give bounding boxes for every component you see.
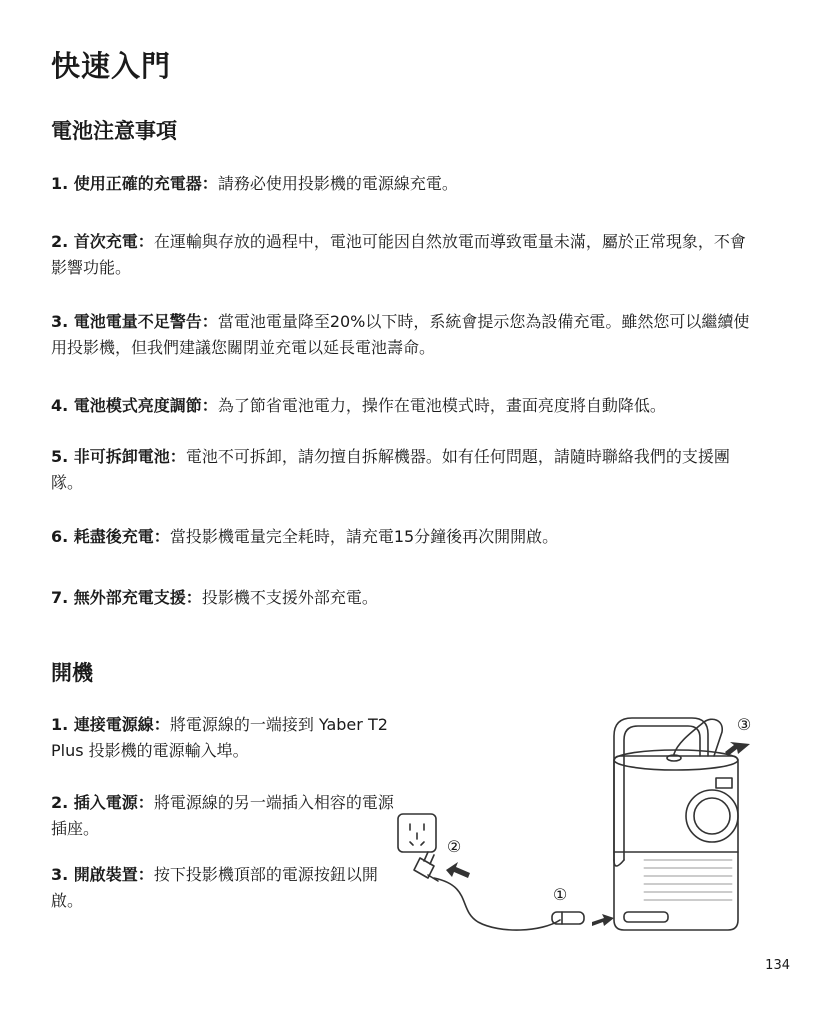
power-step-2: 2. 插入電源：將電源線的另一端插入相容的電源插座。 [51, 793, 394, 838]
power-on-heading: 開機 [51, 661, 93, 685]
power-step-3: 3. 開啟裝置：按下投影機頂部的電源按鈕以開啟。 [51, 865, 378, 910]
power-connection-diagram [392, 700, 772, 950]
page-title: 快速入門 [51, 49, 172, 83]
battery-item-5: 5. 非可拆卸電池：電池不可拆卸，請勿擅自拆解機器。如有任何問題，請隨時聯絡我們的支援團隊。 [51, 447, 730, 492]
power-step-1: 1. 連接電源線：將電源線的一端接到 Yaber T2 Plus 投影機的電源輸入埠。 [51, 715, 388, 760]
power-cable [434, 878, 560, 930]
battery-item-6: 6. 耗盡後充電：當投影機電量完全耗時，請充電15分鐘後再次開開啟。 [51, 527, 559, 546]
battery-item-2: 2. 首次充電：在運輸與存放的過程中，電池可能因自然放電而導致電量未滿，屬於正常現象，不會影響功能。 [51, 232, 746, 277]
callout-2: ② [446, 837, 462, 856]
battery-item-7: 7. 無外部充電支援：投影機不支援外部充電。 [51, 588, 378, 607]
power-plug-icon [414, 852, 438, 881]
page-number: 134 [765, 958, 790, 973]
battery-heading: 電池注意事項 [51, 119, 177, 143]
wall-outlet-icon [398, 814, 436, 852]
callout-1: ① [552, 885, 568, 904]
callout-3: ③ [736, 715, 752, 734]
battery-item-4: 4. 電池模式亮度調節：為了節省電池電力，操作在電池模式時，畫面亮度將自動降低。 [51, 396, 666, 415]
battery-item-3: 3. 電池電量不足警告：當電池電量降至20%以下時，系統會提示您為設備充電。雖然您可以繼續使用投影機，但我們建議您關閉並充電以延長電池壽命。 [51, 312, 750, 357]
battery-item-1: 1. 使用正確的充電器：請務必使用投影機的電源線充電。 [51, 174, 458, 193]
